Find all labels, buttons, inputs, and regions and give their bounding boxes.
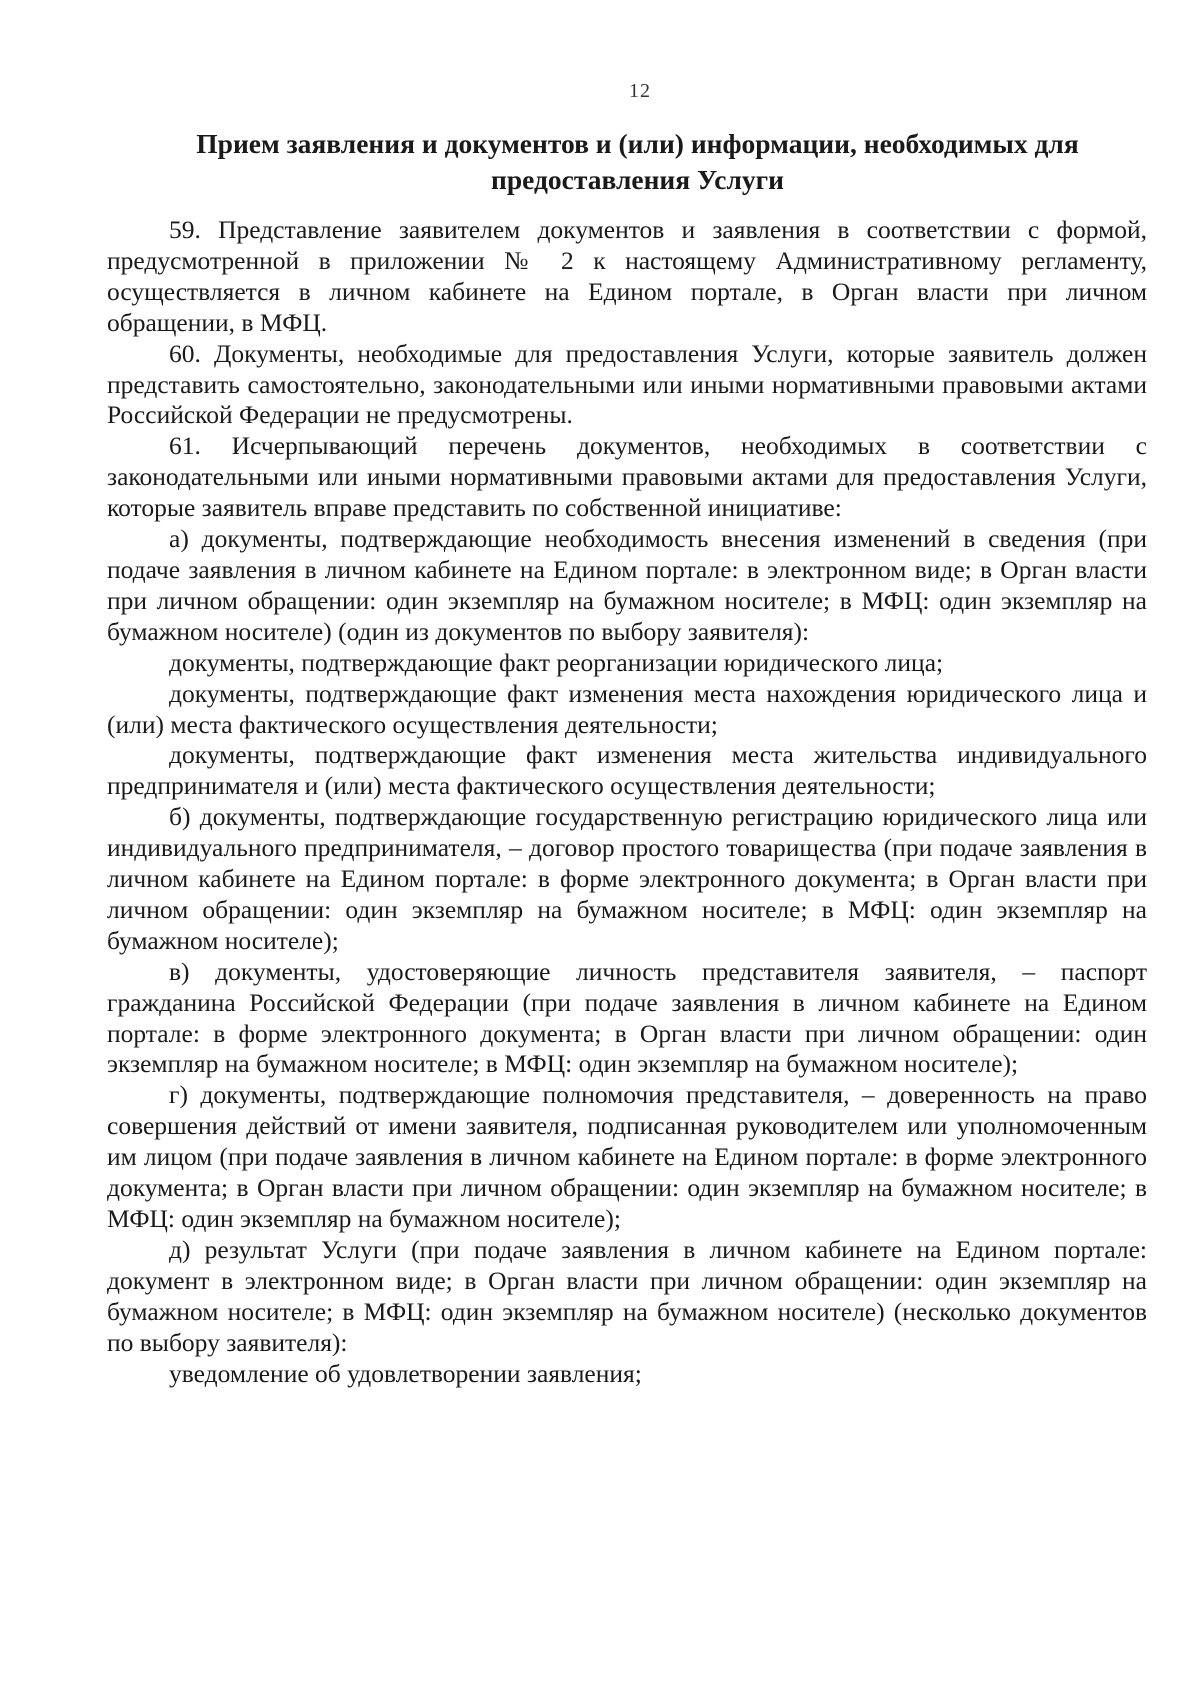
- paragraph-61-d: д) результат Услуги (при подаче заявления в личном кабинете на Едином портале: документ в электронном виде; в Орган власти при личном обращении: один экземпляр на бумажном носителе; в МФЦ: один экземпляр на бумажном носителе) (несколько документов по выбору заявителя):: [107, 1234, 1147, 1357]
- page-number: 12: [629, 80, 651, 102]
- document-body: [107, 215, 1147, 1389]
- paragraph-61-a-item-3: документы, подтверждающие факт изменения места жительства индивидуального предпринимателя и (или) места фактического осуществления деятельности;: [107, 740, 1147, 801]
- paragraph-61-g: г) документы, подтверждающие полномочия представителя, – доверенность на право совершения действий от имени заявителя, подписанная руководителем или уполномоченным им лицом (при подаче заявления в личном кабинете на Едином портале: в форме электронного документа; в Орган власти при личном обращении: один экземпляр на бумажном носителе; в МФЦ: один экземпляр на бумажном носителе);: [107, 1080, 1147, 1233]
- paragraph-61-a-item-1: документы, подтверждающие факт реорганизации юридического лица;: [169, 647, 944, 677]
- paragraph-59: 59. Представление заявителем документов и заявления в соответствии с формой, предусмотренной в приложении № 2 к настоящему Административному регламенту, осуществляется в личном кабинете на Едином портале, в Орган власти при личном обращении, в МФЦ.: [107, 215, 1147, 337]
- paragraph-61-b: б) документы, подтверждающие государственную регистрацию юридического лица или индивидуального предпринимателя, – договор простого товарищества (при подаче заявления в личном кабинете на Едином портале: в форме электронного документа; в Орган власти при личном обращении: один экземпляр на бумажном носителе; в МФЦ: один экземпляр на бумажном носителе);: [107, 802, 1147, 955]
- paragraph-61-d-item-1: уведомление об удовлетворении заявления;: [169, 1358, 642, 1388]
- section-title-line-1: Прием заявления и документов и (или) информации, необходимых для: [196, 128, 1079, 159]
- section-title-line-2: предоставления Услуги: [491, 164, 784, 195]
- paragraph-61: 61. Исчерпывающий перечень документов, необходимых в соответствии с законодательными или иными нормативными правовыми актами для предоставления Услуги, которые заявитель вправе представить по собственной инициативе:: [107, 431, 1147, 523]
- paragraph-61-a-item-2: документы, подтверждающие факт изменения места нахождения юридического лица и (или) места фактического осуществления деятельности;: [107, 678, 1147, 739]
- section-title: [150, 126, 1125, 198]
- paragraph-61-v: в) документы, удостоверяющие личность представителя заявителя, – паспорт гражданина Российской Федерации (при подаче заявления в личном кабинете на Едином портале: в форме электронного документа; в Орган власти при личном обращении: один экземпляр на бумажном носителе; в МФЦ: один экземпляр на бумажном носителе);: [107, 956, 1147, 1079]
- paragraph-61-a: а) документы, подтверждающие необходимость внесения изменений в сведения (при подаче заявления в личном кабинете на Едином портале: в электронном виде; в Орган власти при личном обращении: один экземпляр на бумажном носителе; в МФЦ: один экземпляр на бумажном носителе) (один из документов по выбору заявителя):: [107, 524, 1147, 646]
- paragraph-60: 60. Документы, необходимые для предоставления Услуги, которые заявитель должен представить самостоятельно, законодательными или иными нормативными правовыми актами Российской Федерации не предусмотрены.: [107, 338, 1147, 430]
